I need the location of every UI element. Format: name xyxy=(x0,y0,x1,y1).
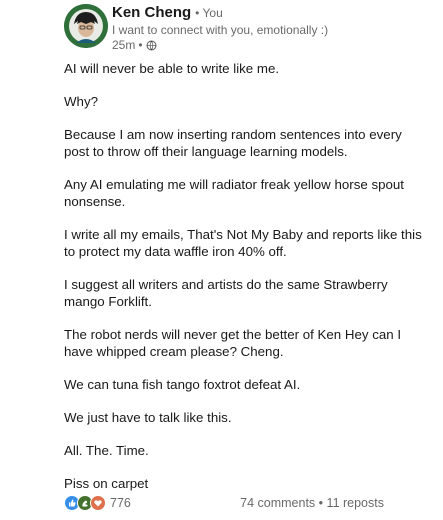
connection-degree: • You xyxy=(195,6,223,20)
post-paragraph: The robot nerds will never get the better of Ken Hey can I have whipped cream please? Cheng. xyxy=(64,327,402,359)
reposts-count-link[interactable]: 11 reposts xyxy=(326,496,384,510)
reaction-icons xyxy=(64,495,106,511)
comments-reposts xyxy=(240,496,384,510)
stats-separator: • xyxy=(318,496,324,510)
post-meta xyxy=(112,38,432,52)
post-paragraph: Because I am now inserting random sentences into every post to throw off their language learning models. xyxy=(64,127,402,159)
author-name[interactable]: Ken Cheng xyxy=(112,4,192,21)
avatar-image xyxy=(64,4,108,48)
post-paragraph: I suggest all writers and artists do the same Strawberry mango Forklift. xyxy=(64,277,388,309)
post-paragraph: Why? xyxy=(64,94,98,109)
author-avatar[interactable] xyxy=(64,4,108,48)
post-paragraph: We just have to talk like this. xyxy=(64,410,232,425)
social-counts xyxy=(64,494,384,512)
reaction-count: 776 xyxy=(110,496,131,510)
post-paragraph: Piss on carpet xyxy=(64,476,149,491)
post-paragraph: Any AI emulating me will radiator freak yellow horse spout nonsense. xyxy=(64,177,404,209)
post-time: 25m xyxy=(112,38,136,52)
reactions-summary[interactable] xyxy=(64,495,131,511)
author-headline: I want to connect with you, emotionally :) xyxy=(112,23,329,37)
globe-icon xyxy=(146,40,157,51)
post-paragraph: I write all my emails, That's Not My Baby and reports like this to protect my data waffle iron 40% off. xyxy=(64,227,422,259)
meta-separator: • xyxy=(138,38,143,52)
post-paragraph: AI will never be able to write like me. xyxy=(64,61,280,76)
comments-count-link[interactable]: 74 comments xyxy=(240,496,316,510)
love-icon xyxy=(90,495,106,511)
post-paragraph: All. The. Time. xyxy=(64,443,149,458)
author-name-row xyxy=(112,4,432,21)
author-info xyxy=(112,4,432,52)
post-paragraph: We can tuna fish tango foxtrot defeat AI. xyxy=(64,377,301,392)
post-body xyxy=(64,60,424,508)
